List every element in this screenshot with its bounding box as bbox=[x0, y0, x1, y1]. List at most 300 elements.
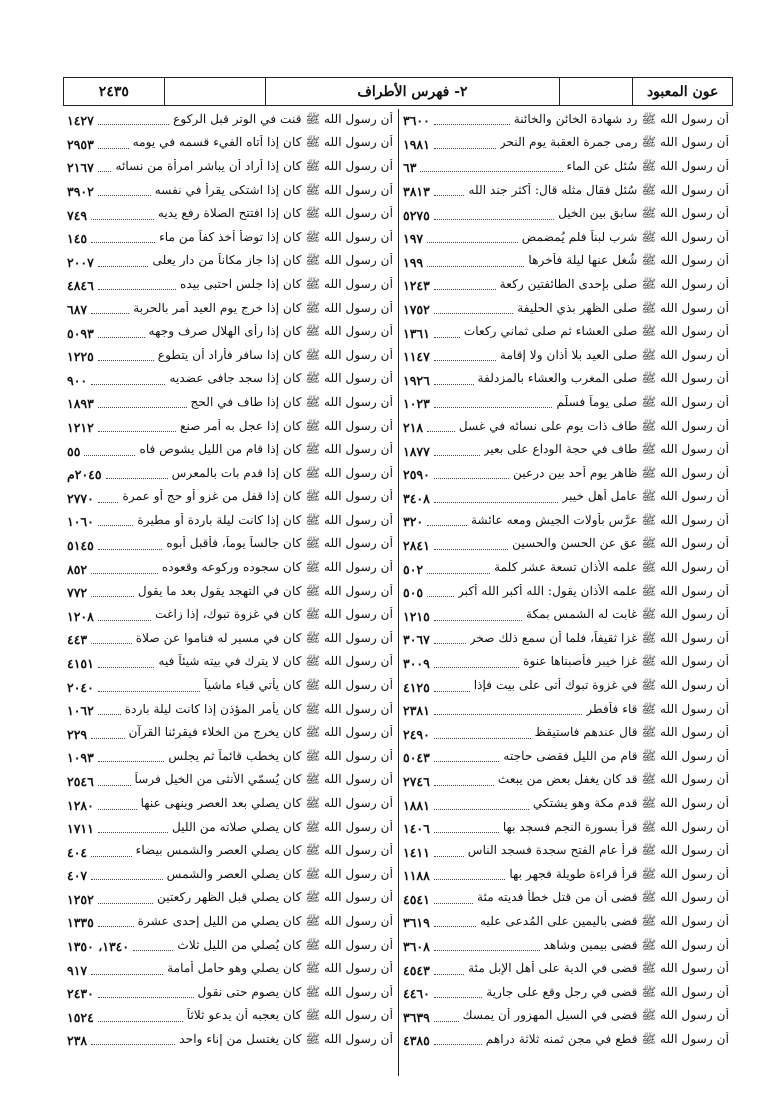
entry-hadith-number: ٢٤٣٠ bbox=[67, 986, 94, 1002]
dot-leader bbox=[98, 1013, 183, 1022]
entry-text: أن رسول الله ﷺ غزا ثقيفاً، فلما أن سمع ذلك صخر bbox=[469, 630, 729, 645]
index-entry bbox=[63, 109, 397, 133]
entry-text: أن رسول الله ﷺ كان في غزوة تبوك، إذا زاغت bbox=[155, 607, 393, 622]
index-entry bbox=[63, 416, 397, 440]
entry-hadith-number: ١٩٨١ bbox=[403, 136, 430, 152]
entry-hadith-number: ٥٠٢ bbox=[403, 561, 424, 577]
entry-hadith-number: ٩٠٠ bbox=[67, 372, 88, 388]
dot-leader bbox=[434, 612, 522, 621]
index-entry bbox=[63, 203, 397, 227]
dot-leader bbox=[434, 753, 500, 762]
entry-hadith-number: ١٤٢٧ bbox=[67, 113, 94, 129]
dot-leader bbox=[434, 824, 499, 833]
index-entry bbox=[399, 274, 733, 298]
entry-hadith-number: ٢٠٠٧ bbox=[67, 254, 94, 270]
entry-hadith-number: ١٩٩ bbox=[403, 254, 424, 270]
dot-leader bbox=[427, 565, 490, 574]
entry-hadith-number: ٢٨٤١ bbox=[403, 537, 430, 553]
index-entry bbox=[399, 463, 733, 487]
entry-hadith-number: ١٧١١ bbox=[67, 821, 94, 837]
entry-text: أن رسول الله ﷺ غابت له الشمس بمكة bbox=[525, 607, 729, 622]
index-entry bbox=[399, 180, 733, 204]
dot-leader bbox=[434, 116, 510, 125]
header-spacer-left bbox=[164, 78, 266, 105]
entry-text: أن رسول الله ﷺ في غزوة تبوك أتى على بيت فإذا bbox=[473, 678, 729, 693]
entry-text: أن رسول الله ﷺ كان إذا افتتح الصلاة رفع يديه bbox=[157, 206, 393, 221]
index-entry bbox=[399, 699, 733, 723]
entry-hadith-number: ٥٠٥ bbox=[403, 585, 424, 601]
index-entry bbox=[399, 298, 733, 322]
entry-hadith-number: ٢٣٨١ bbox=[403, 703, 430, 719]
entry-hadith-number: ١٣٦١ bbox=[403, 325, 430, 341]
index-entry bbox=[63, 251, 397, 275]
entry-hadith-number: ٢٤٩٠ bbox=[403, 726, 430, 742]
entry-text: أن رسول الله ﷺ كان إذا جلس احتبى بيده bbox=[179, 276, 393, 291]
entry-text: أن رسول الله ﷺ كان يخطب قائماً ثم يجلس bbox=[168, 748, 393, 763]
entry-hadith-number: ٤٠٤ bbox=[67, 844, 88, 860]
index-entry bbox=[63, 958, 397, 982]
dot-leader bbox=[91, 635, 132, 644]
entry-hadith-number: ٤٥٤١ bbox=[403, 891, 430, 907]
entry-text: أن رسول الله ﷺ كان إذا خرج يوم العيد أمر بالحربة bbox=[133, 300, 393, 315]
entry-text: أن رسول الله ﷺ طاف في حجة الوداع على بعير bbox=[483, 442, 729, 457]
entry-hadith-number: ١٨٧٧ bbox=[403, 443, 430, 459]
dot-leader bbox=[434, 918, 476, 927]
index-entry bbox=[63, 888, 397, 912]
dot-leader bbox=[98, 517, 134, 526]
dot-leader bbox=[434, 211, 554, 220]
dot-leader bbox=[427, 423, 455, 432]
index-entry bbox=[63, 392, 397, 416]
dot-leader bbox=[434, 187, 465, 196]
entry-text: أن رسول الله ﷺ كان إذا جاز مكاناً من دار يعلى bbox=[152, 253, 393, 268]
entry-text: أن رسول الله ﷺ كان إذا توضأ أخذ كفاً من ماء bbox=[159, 229, 393, 244]
entry-hadith-number: ٣٠٦٧ bbox=[403, 632, 430, 648]
entry-text: أن رسول الله ﷺ كان إذا سافر فأراد أن يتطوع bbox=[157, 347, 393, 362]
entry-hadith-number: ١٠٩٣ bbox=[67, 750, 94, 766]
entry-text: أن رسول الله ﷺ قنت في الوتر قبل الركوع bbox=[173, 111, 393, 126]
entry-hadith-number: ١٤١١ bbox=[403, 844, 430, 860]
entry-hadith-number: ١٣٣٥ bbox=[67, 915, 94, 931]
dot-leader bbox=[98, 918, 134, 927]
entry-text: أن رسول الله ﷺ كان لا يترك في بيته شيئاً فيه bbox=[158, 654, 393, 669]
entry-hadith-number: ١٠٢٣ bbox=[403, 396, 430, 412]
index-entry bbox=[63, 274, 397, 298]
index-entry bbox=[399, 604, 733, 628]
entry-text: أن رسول الله ﷺ كان إذا قام من الليل يشوص فاه bbox=[139, 442, 393, 457]
entry-hadith-number: ١١٤٧ bbox=[403, 349, 430, 365]
entry-text: أن رسول الله ﷺ قام من الليل فقضى حاجته bbox=[503, 748, 729, 763]
entry-text: أن رسول الله ﷺ كان يصلي العصر والشمس bbox=[166, 866, 393, 881]
dot-leader bbox=[91, 848, 131, 857]
entry-hadith-number: ٥١٤٥ bbox=[67, 537, 94, 553]
dot-leader bbox=[98, 140, 129, 149]
index-entry bbox=[399, 534, 733, 558]
index-entry bbox=[399, 487, 733, 511]
entry-text: أن رسول الله ﷺ كان إذا رأى الهلال صرف وجهه bbox=[148, 324, 393, 339]
index-entry bbox=[399, 770, 733, 794]
entry-hadith-number: ٢٣٨ bbox=[67, 1033, 88, 1049]
index-entry bbox=[399, 817, 733, 841]
index-entry bbox=[399, 652, 733, 676]
dot-leader bbox=[98, 824, 168, 833]
index-entry bbox=[63, 463, 397, 487]
entry-text: أن رسول الله ﷺ قضى بيمين وشاهد bbox=[543, 937, 729, 952]
entry-text: أن رسول الله ﷺ قد كان يغفل بعض من يبعث bbox=[497, 772, 729, 787]
entry-hadith-number: ١٢٥٢ bbox=[67, 891, 94, 907]
entry-text: أن رسول الله ﷺ طاف ذات يوم على نسائه في غسل bbox=[458, 418, 729, 433]
entry-text: أن رسول الله ﷺ كان يصلي صلاته من الليل bbox=[172, 819, 393, 834]
entry-hadith-number: ١٤٠٦ bbox=[403, 821, 430, 837]
index-entry bbox=[63, 699, 397, 723]
dot-leader bbox=[434, 140, 496, 149]
entry-text: أن رسول الله ﷺ كان يصلي من الليل إحدى عشرة bbox=[137, 913, 393, 928]
index-entry bbox=[63, 1029, 397, 1053]
entry-text: أن رسول الله ﷺ كان يصلي قبل الظهر ركعتين bbox=[157, 890, 393, 905]
entry-hadith-number: ١٢٠٨ bbox=[67, 608, 94, 624]
entry-hadith-number: ٤١٥١ bbox=[67, 655, 94, 671]
entry-text: أن رسول الله ﷺ كان سجوده وركوعه وقعوده bbox=[161, 560, 393, 575]
dot-leader bbox=[427, 234, 518, 243]
entry-text: أن رسول الله ﷺ قال عندهم فاستيقظ bbox=[534, 725, 729, 740]
entry-hadith-number: ٤٤٦٠ bbox=[403, 986, 430, 1002]
dot-leader bbox=[91, 376, 165, 385]
entry-hadith-number: ٣٦٣٩ bbox=[403, 1009, 430, 1025]
entry-text: أن رسول الله ﷺ قضى في السيل المهزور أن يمسك bbox=[462, 1008, 729, 1023]
dot-leader bbox=[98, 399, 187, 408]
index-entry bbox=[63, 581, 397, 605]
dot-leader bbox=[91, 234, 155, 243]
dot-leader bbox=[434, 541, 508, 550]
entry-hadith-number: ١٣٤٠، ١٣٥٠ bbox=[67, 939, 130, 955]
entry-text: أن رسول الله ﷺ سُئل فقال مثله قال: أكثر جند الله bbox=[468, 182, 729, 197]
dot-leader bbox=[98, 683, 200, 692]
entry-text: أن رسول الله ﷺ قرأ قراءة طويلة فجهر بها bbox=[509, 866, 729, 881]
entry-hadith-number: ٣٨١٣ bbox=[403, 184, 430, 200]
entry-text: أن رسول الله ﷺ صلى الظهر بذي الحليفة bbox=[517, 300, 729, 315]
dot-leader bbox=[434, 447, 480, 456]
index-entry bbox=[399, 251, 733, 275]
entry-hadith-number: ١٢١٥ bbox=[403, 608, 430, 624]
dot-leader bbox=[98, 895, 153, 904]
entry-text: أن رسول الله ﷺ كان يصلي العصر والشمس بيضاء bbox=[135, 843, 393, 858]
dot-leader bbox=[98, 116, 169, 125]
index-entry bbox=[63, 557, 397, 581]
index-entry bbox=[399, 628, 733, 652]
index-entry bbox=[399, 321, 733, 345]
index-columns bbox=[63, 109, 733, 1076]
entry-text: أن رسول الله ﷺ كان إذا أتاه الفيء قسمه في يومه bbox=[132, 135, 393, 150]
entry-text: أن رسول الله ﷺ صلى العشاء ثم صلى ثماني ركعات bbox=[463, 324, 729, 339]
index-entry bbox=[399, 156, 733, 180]
dot-leader bbox=[434, 871, 505, 880]
dot-leader bbox=[434, 635, 466, 644]
index-entry bbox=[63, 180, 397, 204]
dot-leader bbox=[91, 305, 129, 314]
index-column-right bbox=[398, 109, 733, 1076]
entry-text: أن رسول الله ﷺ شُغل عنها ليلة فأخرها bbox=[528, 253, 729, 268]
dot-leader bbox=[98, 187, 151, 196]
dot-leader bbox=[427, 588, 454, 597]
entry-text: أن رسول الله ﷺ سُئل عن الماء bbox=[566, 158, 729, 173]
entry-text: أن رسول الله ﷺ قضى باليمين على المُدعى عليه bbox=[480, 913, 729, 928]
index-entry bbox=[399, 911, 733, 935]
entry-text: أن رسول الله ﷺ غزا خيبر فأصبناها عنوة bbox=[523, 654, 729, 669]
entry-hadith-number: ٣٩٠٢ bbox=[67, 184, 94, 200]
dot-leader bbox=[98, 706, 121, 715]
entry-hadith-number: ١٥٢٤ bbox=[67, 1009, 94, 1025]
entry-hadith-number: ١٠٦٢ bbox=[67, 703, 94, 719]
entry-hadith-number: ٤٨٤٦ bbox=[67, 278, 94, 294]
index-entry bbox=[399, 392, 733, 416]
index-entry bbox=[399, 722, 733, 746]
entry-text: أن رسول الله ﷺ كان إذا كانت ليلة باردة أو مطيرة bbox=[137, 512, 393, 527]
index-entry bbox=[63, 722, 397, 746]
section-title: ٢- فهرس الأطراف bbox=[265, 78, 558, 105]
index-entry bbox=[399, 510, 733, 534]
entry-hadith-number: ٢٩٥٣ bbox=[67, 136, 94, 152]
dot-leader bbox=[434, 989, 482, 998]
index-entry bbox=[63, 487, 397, 511]
index-entry bbox=[63, 321, 397, 345]
index-entry bbox=[399, 345, 733, 369]
index-entry bbox=[63, 911, 397, 935]
dot-leader bbox=[434, 659, 519, 668]
dot-leader bbox=[434, 706, 582, 715]
dot-leader bbox=[98, 494, 119, 503]
entry-text: أن رسول الله ﷺ كان يخرج من الخلاء فيقرئنا القرآن bbox=[128, 725, 393, 740]
index-entry bbox=[63, 840, 397, 864]
entry-text: أن رسول الله ﷺ كان في التهجد يقول بعد ما يقول bbox=[137, 583, 393, 598]
entry-hadith-number: ٩١٧ bbox=[67, 962, 88, 978]
index-entry bbox=[399, 982, 733, 1006]
entry-text: أن رسول الله ﷺ عامل أهل خيبر bbox=[562, 489, 729, 504]
dot-leader bbox=[434, 494, 559, 503]
entry-hadith-number: ١١٨٨ bbox=[403, 868, 430, 884]
entry-hadith-number: ١٤٥ bbox=[67, 231, 88, 247]
dot-leader bbox=[98, 281, 176, 290]
dot-leader bbox=[434, 848, 464, 857]
dot-leader bbox=[98, 423, 176, 432]
index-entry bbox=[399, 416, 733, 440]
index-entry bbox=[399, 958, 733, 982]
entry-hadith-number: ٢١٦٧ bbox=[67, 160, 94, 176]
entry-text: أن رسول الله ﷺ شرب لبناً فلم يُمضمض bbox=[521, 229, 729, 244]
dot-leader bbox=[98, 329, 145, 338]
dot-leader bbox=[434, 801, 529, 810]
entry-hadith-number: ٣٦٠٨ bbox=[403, 939, 430, 955]
index-entry bbox=[63, 982, 397, 1006]
entry-hadith-number: ٢٥٤٦ bbox=[67, 773, 94, 789]
entry-text: أن رسول الله ﷺ كان إذا اشتكى يقرأ في نفسه bbox=[154, 182, 393, 197]
index-entry bbox=[399, 746, 733, 770]
entry-text: أن رسول الله ﷺ ظاهر يوم أحد بين درعين bbox=[513, 465, 729, 480]
entry-text: أن رسول الله ﷺ صلى بإحدى الطائفتين ركعة bbox=[499, 276, 729, 291]
entry-text: أن رسول الله ﷺ كان جالساً يوماً، فأقبل أبوه bbox=[166, 536, 393, 551]
index-entry bbox=[63, 510, 397, 534]
dot-leader bbox=[98, 659, 155, 668]
entry-hadith-number: ٧٤٩ bbox=[67, 207, 88, 223]
index-entry bbox=[399, 439, 733, 463]
entry-text: أن رسول الله ﷺ قدم مكة وهو يشتكي bbox=[532, 796, 729, 811]
dot-leader bbox=[98, 612, 151, 621]
dot-leader bbox=[427, 517, 467, 526]
entry-text: أن رسول الله ﷺ كان يصلي بعد العصر وينهى عنها bbox=[140, 796, 393, 811]
dot-leader bbox=[434, 966, 464, 975]
dot-leader bbox=[434, 399, 553, 408]
index-entry bbox=[63, 935, 397, 959]
index-entry bbox=[63, 1006, 397, 1030]
entry-text: أن رسول الله ﷺ كان يصوم حتى نقول bbox=[197, 984, 393, 999]
index-entry bbox=[63, 652, 397, 676]
dot-leader bbox=[427, 258, 524, 267]
dot-leader bbox=[84, 447, 135, 456]
entry-hadith-number: ٤٤٣ bbox=[67, 632, 88, 648]
dot-leader bbox=[434, 1036, 482, 1045]
entry-hadith-number: ٢٥٩٠ bbox=[403, 467, 430, 483]
entry-text: أن رسول الله ﷺ كان يغتسل من إناء واحد bbox=[179, 1031, 393, 1046]
dot-leader bbox=[434, 683, 470, 692]
entry-hadith-number: ٣٤٠٨ bbox=[403, 490, 430, 506]
dot-leader bbox=[434, 376, 474, 385]
entry-text: أن رسول الله ﷺ قضى أن من قتل خطأ فديته مئة bbox=[477, 890, 729, 905]
dot-leader bbox=[91, 730, 124, 739]
dot-leader bbox=[98, 258, 149, 267]
entry-text: أن رسول الله ﷺ سابق بين الخيل bbox=[558, 206, 729, 221]
entry-text: أن رسول الله ﷺ قضى في الدية على أهل الإبل مئة bbox=[468, 961, 729, 976]
entry-hadith-number: ١٩٢٦ bbox=[403, 372, 430, 388]
entry-hadith-number: ١٢٤٣ bbox=[403, 278, 430, 294]
index-entry bbox=[63, 227, 397, 251]
entry-hadith-number: ٥٥ bbox=[67, 443, 81, 459]
dot-leader bbox=[434, 281, 496, 290]
dot-leader bbox=[434, 352, 496, 361]
page-header bbox=[63, 77, 733, 106]
dot-leader bbox=[91, 871, 162, 880]
dot-leader bbox=[434, 895, 473, 904]
header-spacer-right bbox=[559, 78, 633, 105]
entry-text: أن رسول الله ﷺ قرأ عام الفتح سجدة فسجد الناس bbox=[467, 843, 729, 858]
dot-leader bbox=[434, 1013, 459, 1022]
entry-hadith-number: ٥٠٩٣ bbox=[67, 325, 94, 341]
dot-leader bbox=[98, 541, 163, 550]
index-entry bbox=[399, 109, 733, 133]
dot-leader bbox=[133, 942, 173, 951]
dot-leader bbox=[98, 352, 154, 361]
entry-hadith-number: ٦٨٧ bbox=[67, 302, 88, 318]
entry-text: أن رسول الله ﷺ صلى المغرب والعشاء بالمزدلفة bbox=[477, 371, 729, 386]
entry-hadith-number: ٦٣ bbox=[403, 160, 417, 176]
entry-text: أن رسول الله ﷺ صلى العيد بلا أذان ولا إقامة bbox=[499, 347, 729, 362]
index-entry bbox=[63, 770, 397, 794]
index-entry bbox=[63, 746, 397, 770]
index-entry bbox=[63, 628, 397, 652]
entry-text: أن رسول الله ﷺ قرأ بسورة النجم فسجد بها bbox=[502, 819, 729, 834]
entry-hadith-number: ٣٦٠٠ bbox=[403, 113, 430, 129]
entry-hadith-number: ٤٣٨٥ bbox=[403, 1033, 430, 1049]
index-entry bbox=[399, 888, 733, 912]
index-entry bbox=[399, 675, 733, 699]
entry-hadith-number: ٤٥٤٣ bbox=[403, 962, 430, 978]
dot-leader bbox=[434, 470, 509, 479]
entry-hadith-number: ١٢٨٠ bbox=[67, 797, 94, 813]
entry-text: أن رسول الله ﷺ رمى جمرة العقبة يوم النحر bbox=[499, 135, 729, 150]
entry-text: أن رسول الله ﷺ كان إذا أراد أن يباشر امرأة من نسائه bbox=[115, 158, 393, 173]
index-entry bbox=[63, 675, 397, 699]
entry-hadith-number: ٢٧٧٠ bbox=[67, 490, 94, 506]
entry-text: أن رسول الله ﷺ كان إذا طاف في الحج bbox=[190, 394, 393, 409]
dot-leader bbox=[434, 305, 513, 314]
dot-leader bbox=[91, 588, 134, 597]
entry-hadith-number: ٧٧٢ bbox=[67, 585, 88, 601]
index-entry bbox=[63, 864, 397, 888]
index-entry bbox=[399, 793, 733, 817]
dot-leader bbox=[98, 163, 112, 172]
entry-hadith-number: ٤١٢٥ bbox=[403, 679, 430, 695]
dot-leader bbox=[434, 777, 494, 786]
entry-hadith-number: ٣٢٠ bbox=[403, 514, 424, 530]
entry-text: أن رسول الله ﷺ كان يعجبه أن يدعو ثلاثاً bbox=[186, 1008, 393, 1023]
entry-text: أن رسول الله ﷺ علمه الأذان تسعة عشر كلمة bbox=[494, 560, 729, 575]
entry-text: أن رسول الله ﷺ كان إذا قدم بات بالمعرس bbox=[171, 465, 393, 480]
index-column-left bbox=[63, 109, 397, 1076]
dot-leader bbox=[434, 329, 460, 338]
index-entry bbox=[63, 156, 397, 180]
index-entry bbox=[399, 1029, 733, 1053]
entry-text: أن رسول الله ﷺ كان إذا سجد جافى عضديه bbox=[169, 371, 393, 386]
index-entry bbox=[63, 298, 397, 322]
index-entry bbox=[399, 133, 733, 157]
index-entry bbox=[399, 1006, 733, 1030]
entry-hadith-number: ١٨٩٣ bbox=[67, 396, 94, 412]
entry-hadith-number: ٤٠٧ bbox=[67, 868, 88, 884]
entry-hadith-number: ٥٢٧٥ bbox=[403, 207, 430, 223]
entry-hadith-number: ٢٠٤٠ bbox=[67, 679, 94, 695]
dot-leader bbox=[91, 966, 163, 975]
dot-leader bbox=[91, 565, 158, 574]
dot-leader bbox=[434, 942, 540, 951]
entry-text: أن رسول الله ﷺ عق عن الحسن والحسين bbox=[512, 536, 729, 551]
entry-hadith-number: ٣٠٠٩ bbox=[403, 655, 430, 671]
index-entry bbox=[399, 203, 733, 227]
entry-text: أن رسول الله ﷺ كان يأمر المؤذن إذا كانت ليلة باردة bbox=[124, 701, 393, 716]
index-entry bbox=[63, 133, 397, 157]
entry-text: أن رسول الله ﷺ صلى يوماً فسلَّم bbox=[556, 394, 729, 409]
entry-hadith-number: ٢١٨ bbox=[403, 420, 424, 436]
entry-hadith-number: ٨٥٢ bbox=[67, 561, 88, 577]
dot-leader bbox=[91, 211, 154, 220]
entry-text: أن رسول الله ﷺ قطع في مجن ثمنه ثلاثة دراهم bbox=[485, 1031, 729, 1046]
entry-hadith-number: ٢٢٩ bbox=[67, 726, 88, 742]
dot-leader bbox=[106, 470, 168, 479]
index-entry bbox=[63, 534, 397, 558]
index-entry bbox=[63, 793, 397, 817]
entry-text: أن رسول الله ﷺ قضى في رجل وقع على جارية bbox=[486, 984, 729, 999]
entry-text: أن رسول الله ﷺ قاء فأفطر bbox=[586, 701, 729, 716]
index-entry bbox=[399, 369, 733, 393]
entry-hadith-number: ١٨٨١ bbox=[403, 797, 430, 813]
entry-hadith-number: ١٠٦٠ bbox=[67, 514, 94, 530]
index-entry bbox=[63, 345, 397, 369]
entry-text: أن رسول الله ﷺ كان يصلي وهو حامل أمامة bbox=[167, 961, 393, 976]
entry-hadith-number: ١٧٥٢ bbox=[403, 302, 430, 318]
page-number: ٢٤٣٥ bbox=[98, 83, 129, 100]
index-entry bbox=[63, 817, 397, 841]
index-entry bbox=[63, 369, 397, 393]
entry-text: أن رسول الله ﷺ كان في مسير له فناموا عن صلاة bbox=[135, 630, 393, 645]
entry-text: أن رسول الله ﷺ كان إذا قفل من غزو أو حج أو عمرة bbox=[122, 489, 393, 504]
dot-leader bbox=[420, 163, 562, 172]
